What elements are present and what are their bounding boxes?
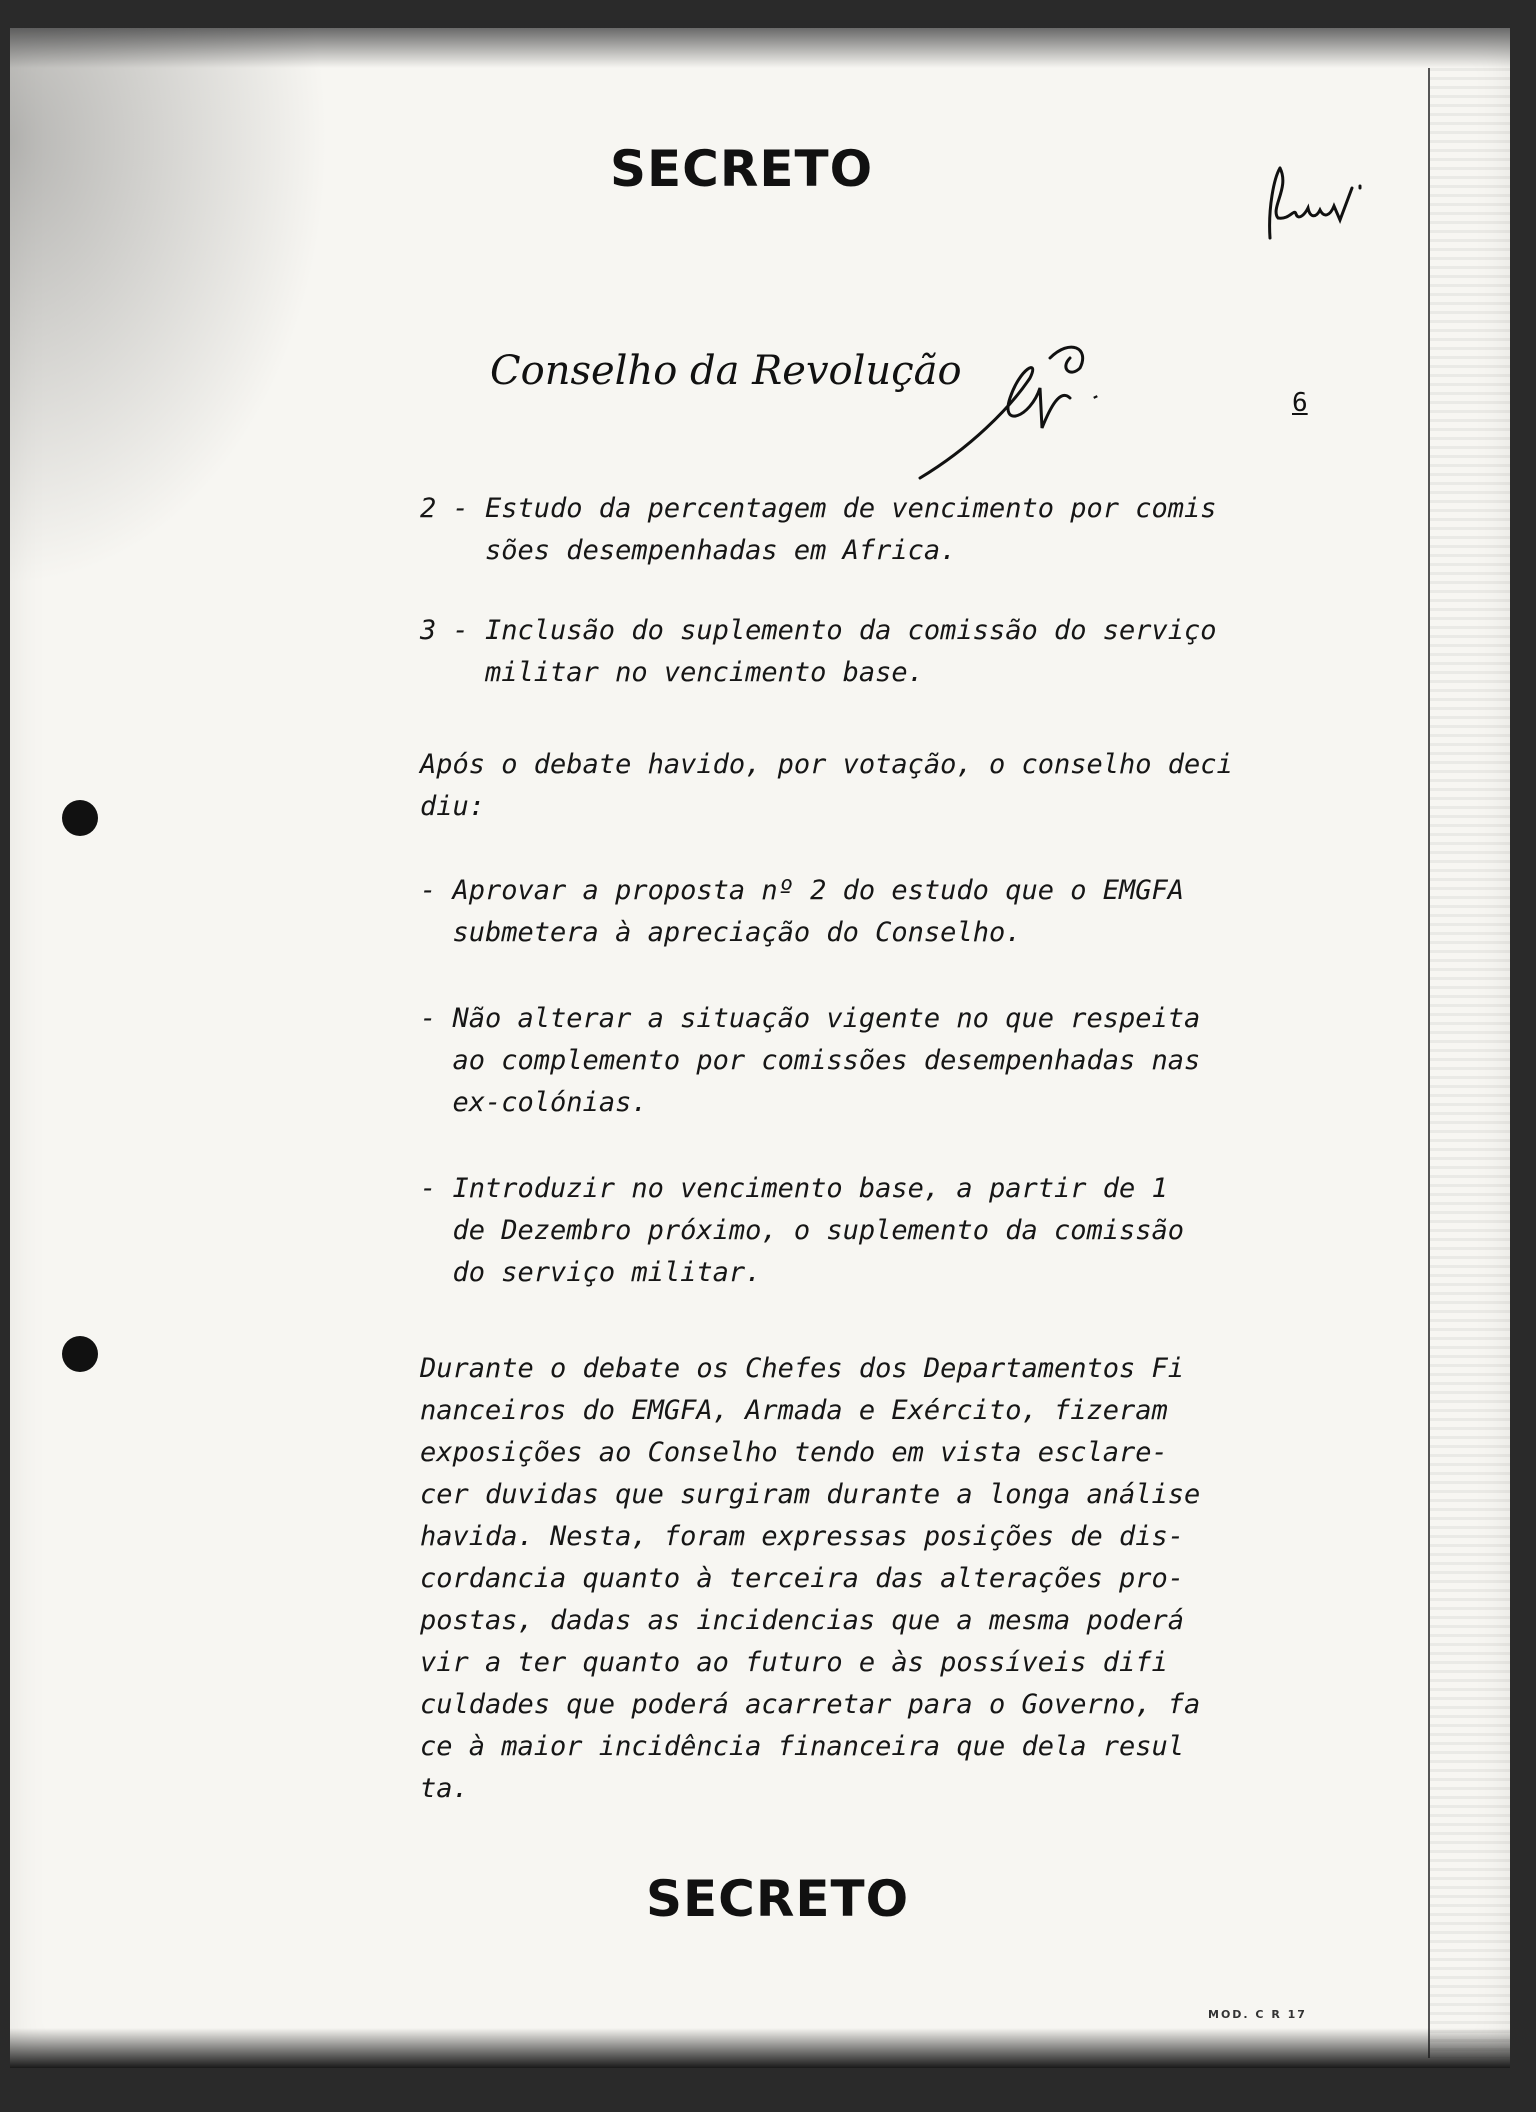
document-page — [10, 28, 1510, 2068]
item-2: 2 - Estudo da percentagem de vencimento por comis sões desempenhadas em Africa. — [420, 493, 1217, 566]
decision-2: - Não alterar a situação vigente no que respeita ao complemento por comissões desempenhadas nas ex-colónias. — [420, 1003, 1201, 1118]
signature-mark-icon — [910, 318, 1110, 488]
decision-1: - Aprovar a proposta nº 2 do estudo que o EMGFA submetera à apreciação do Conselho. — [420, 875, 1185, 948]
decision-3: - Introduzir no vencimento base, a partir de 1 de Dezembro próximo, o suplemento da comissão do serviço militar. — [420, 1173, 1185, 1288]
classification-stamp-bottom: SECRETO — [646, 1870, 910, 1928]
page-number: 6 — [1292, 388, 1308, 418]
closing-paragraph: Durante o debate os Chefes dos Departamentos Fi nanceiros do EMGFA, Armada e Exército, fizeram exposições ao Conselho tendo em vista esclare- cer duvidas que surgiram durante a longa análise havida. Nesta, foram expressas posições de dis- cordancia quanto à terceira das alterações pro- postas, dadas as incidencias que a mesma poderá vir a ter quanto ao futuro e às possíveis difi culdades que poderá acarretar para o Governo, fa ce à maior incidência financeira que dela resul ta. — [420, 1353, 1201, 1804]
scan-top-shadow — [10, 28, 1510, 68]
punch-hole-top — [62, 800, 98, 836]
handwritten-initials-icon — [1260, 158, 1370, 248]
form-code: MOD. C R 17 — [1208, 2008, 1307, 2021]
header-title: Conselho da Revolução — [490, 348, 962, 394]
classification-stamp-top: SECRETO — [610, 140, 874, 198]
item-3: 3 - Inclusão do suplemento da comissão do serviço militar no vencimento base. — [420, 615, 1217, 688]
punch-hole-bottom — [62, 1336, 98, 1372]
decision-intro: Após o debate havido, por votação, o conselho deci diu: — [420, 749, 1233, 822]
scan-noise — [10, 28, 330, 588]
scan-bottom-shadow — [10, 2028, 1510, 2068]
scan-right-edge — [1428, 68, 1510, 2058]
